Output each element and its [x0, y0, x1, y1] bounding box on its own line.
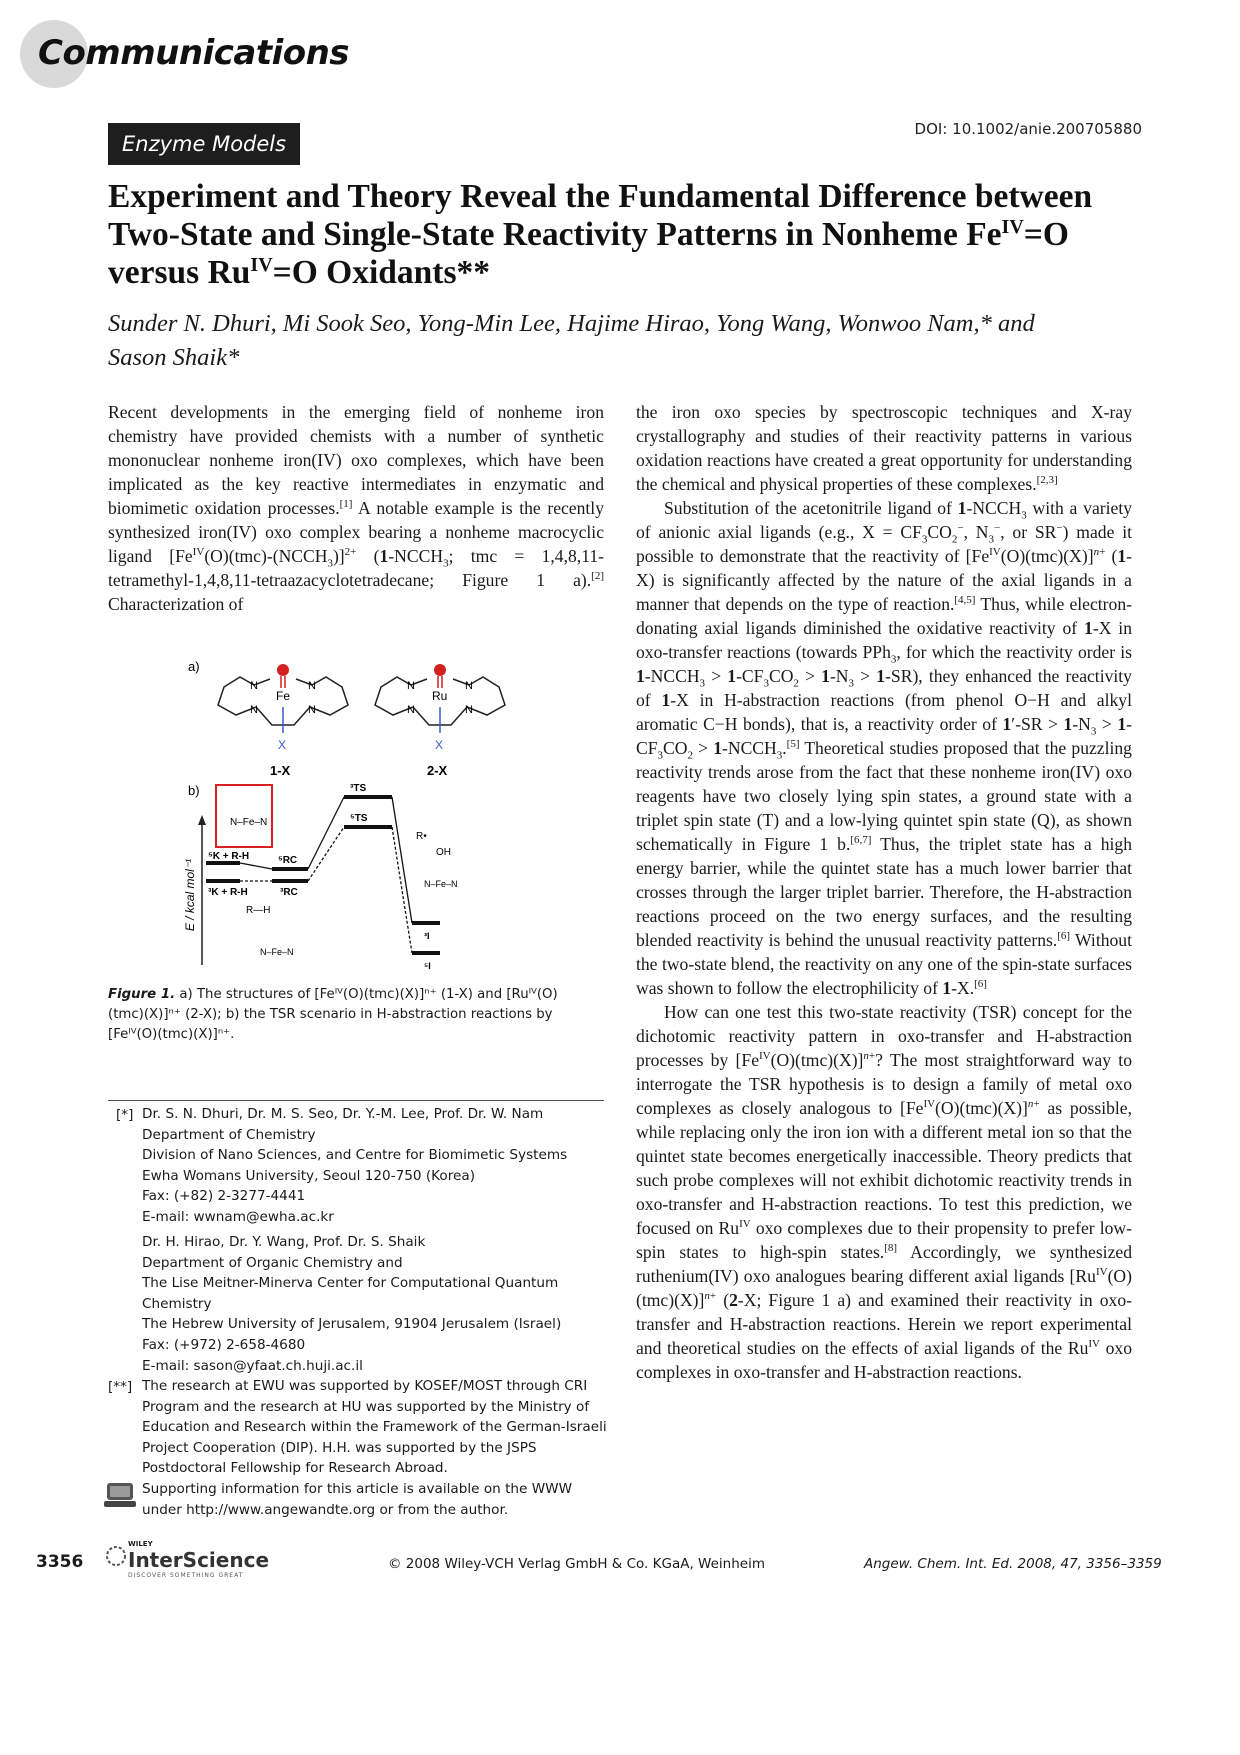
- label-2x: 2-X: [427, 763, 448, 778]
- product-structure: N–Fe–N: [424, 879, 458, 889]
- r-dot-label: R•: [416, 831, 427, 842]
- svg-text:N: N: [407, 704, 415, 716]
- supporting-info-link[interactable]: under http://www.angewandte.org or from the author.: [142, 1501, 509, 1518]
- k-quintet-label: ⁵K + R-H: [208, 851, 250, 862]
- paragraph: the iron oxo species by spectroscopic techniques and X-ray crystallography and studies of their reactivity patterns in various oxidation reactions have created a great opportunity for understanding the chemical and physical properties of these complexes.[2,3]: [636, 402, 1132, 494]
- paragraph: Substitution of the acetonitrile ligand of $1-NCCH_3$ with a variety of anionic axial ligands (e.g., $X = CF_3CO_2^-$, $N_3^-$, or SR−) made it possible to demonstrate that the reactivity of $[Fe^{IV}(O)(tmc)(X)]^{n+}$ (1-X) is significantly affected by the nature of the axial ligands in a manner that depends on the type of reaction.[4,5] Thus, while electron-donating axial ligands diminished the oxidative reactivity of 1-X in oxo-transfer reactions (towards PPh$_3$, for which the reactivity order is $1-NCCH_3 > 1-CF_3CO_2 > 1-N_3 > 1-SR$), they enhanced the reactivity of 1-X in H-abstraction reactions (from phenol O−H and alkyl aromatic C−H bonds), that is, a reactivity order of $1'-SR > 1-N_3 > 1-CF_3CO_2$ > $1-NCCH_3.[5]$ Theoretical studies proposed that the puzzling reactivity trends arose from the fact that these nonheme iron(IV) oxo reagents have two closely lying spin states, a ground state with a triplet spin state (T) and a low-lying quintet spin state (Q), as shown schematically in Figure 1 b.[6,7] Thus, the triplet state has a high energy barrier, while the quintet state has a much lower barrier that crosses through the larger triplet barrier. Therefore, the H-abstraction reactions proceed on the two energy surfaces, and the resulting blended reactivity is behind the unusual reactivity patterns.[6] Without the two-state blend, the reactivity on any one of the spin-state surfaces was shown to follow the electrophilicity of 1-X.[6]: [636, 498, 1132, 998]
- paragraph: Recent developments in the emerging field of nonheme iron chemistry have provided chemists with a number of synthetic mononuclear nonheme iron(IV) oxo complexes, which have been implicated as the key reactive intermediates in enzymatic and biomimetic oxidation processes.[1] A notable example is the recently synthesized iron(IV) oxo complex bearing a nonheme macrocyclic ligand $[Fe^{IV}(O)(tmc)-(NCCH_3)]^{2+}$ ($1-NCCH_3$; tmc = 1,4,8,11-tetramethyl-1,4,8,11-tetraazacyclotetradecane; Figure 1 a).[2] Characterization of: [108, 402, 604, 614]
- email-link[interactable]: E-mail: sason@yfaat.ch.huji.ac.il: [142, 1357, 363, 1374]
- authors: Sunder N. Dhuri, Mi Sook Seo, Yong-Min Lee, Hajime Hirao, Yong Wang, Wonwoo Nam,* and Sason Shaik*: [108, 310, 1035, 371]
- rc-structure: N–Fe–N: [260, 947, 294, 957]
- inset-structure: N–Fe–N: [230, 817, 268, 828]
- footnote-divider: [108, 1100, 604, 1101]
- right-column-text: [636, 400, 1132, 1384]
- computer-icon: [104, 1481, 136, 1509]
- oxo-atom-icon: [277, 664, 289, 676]
- affiliation-mark: [*]: [116, 1107, 134, 1123]
- fe-complex-structure: [218, 664, 348, 778]
- figure-1: [180, 655, 600, 977]
- interscience-logo-icon: [104, 1544, 128, 1568]
- section-tag: Enzyme Models: [108, 123, 300, 165]
- ts-quintet-label: ⁵TS: [350, 813, 368, 824]
- svg-text:N: N: [250, 680, 258, 692]
- rc-triplet-label: ³RC: [280, 887, 298, 898]
- panel-b-label: b): [188, 783, 200, 798]
- acknowledgement: The research at EWU was supported by KOSEF/MOST through CRI Program and the research at HU was supported by the Ministry of Education and Research within the Framework of the German-Israeli Project Cooperation (DIP). H.H. was supported by the JSPS Postdoctoral Fellowship for Research Abroad.: [142, 1378, 607, 1477]
- label-1x: 1-X: [270, 763, 291, 778]
- svg-text:N: N: [250, 704, 258, 716]
- journal-citation: Angew. Chem. Int. Ed. 2008, 47, 3356–3359: [864, 1556, 1162, 1572]
- wiley-logo-text: WILEY: [128, 1540, 153, 1548]
- axial-x-label: X: [278, 738, 287, 752]
- i-quintet-label: ⁵I: [424, 961, 431, 971]
- article-title: [108, 178, 1138, 292]
- k-triplet-label: ³K + R-H: [208, 887, 248, 898]
- i-triplet-label: ³I: [424, 931, 430, 941]
- inset-box: [216, 785, 272, 847]
- rh-label: R—H: [246, 905, 271, 916]
- svg-text:N: N: [465, 704, 473, 716]
- paragraph: How can one test this two-state reactivity (TSR) concept for the dichotomic reactivity pattern in oxo-transfer and H-abstraction processes by $[Fe^{IV}(O)(tmc)(X)]^{n+}$? The most straightforward way to interrogate the TSR hypothesis is to design a family of metal oxo complexes as closely analogous to $[Fe^{IV}(O)(tmc)(X)]^{n+}$ as possible, while replacing only the iron ion with a different metal ion so that the quintet state becomes energetically inaccessible. Theory predicts that such probe complexes will not exhibit dichotomic reactivity trends in oxo-transfer and H-abstraction reactions. To test this prediction, we focused on $Ru^{IV}$ oxo complexes due to their propensity to prefer low-spin states to high-spin states.[8] Accordingly, we synthesized ruthenium(IV) oxo analogues bearing different axial ligands $[Ru^{IV}(O)(tmc)(X)]^{n+}$ (2-X; Figure 1 a) and examined their reactivity in oxo-transfer and H-abstraction reactions. Herein we report experimental and theoretical studies on the effects of axial ligands of the $Ru^{IV}$ oxo complexes in oxo-transfer and H-abstraction reactions.: [636, 1002, 1132, 1382]
- affiliation-2: Dr. H. Hirao, Dr. Y. Wang, Prof. Dr. S. Shaik Department of Organic Chemistry and The Lise Meitner-Minerva Center for Computational Quantum Chemistry The Hebrew University of Jerusalem, 91904 Jerusalem (Israel) Fax: (+972) 2-658-4680 E-mail: sason@yfaat.ch.huji.ac.il: [142, 1232, 612, 1376]
- oxo-atom-icon: [434, 664, 446, 676]
- caption-text: a) The structures of [Feᴵⱽ(O)(tmc)(X)]ⁿ⁺ (1-X) and [Ruᴵⱽ(O)(tmc)(X)]ⁿ⁺ (2-X); b) the TSR scenario in H-abstraction reactions by [Feᴵⱽ(O)(tmc)(X)]ⁿ⁺.: [108, 987, 558, 1042]
- title-line-2: Two-State and Single-State Reactivity Patterns in Nonheme $Fe^{IV}=O$: [108, 215, 1069, 253]
- affiliation-1: Dr. S. N. Dhuri, Dr. M. S. Seo, Dr. Y.-M. Lee, Prof. Dr. W. Nam Department of Chemistry Division of Nano Sciences, and Centre for Biomimetic Systems Ewha Womans University, Seoul 120-750 (Korea) Fax: (+82) 2-3277-4441 E-mail: wwnam@ewha.ac.kr: [142, 1104, 612, 1228]
- acknowledgement-mark: [**]: [108, 1379, 133, 1395]
- y-axis-label: E / kcal mol⁻¹: [183, 858, 197, 932]
- left-column-text: [108, 400, 604, 616]
- ru-label: Ru: [432, 689, 448, 703]
- fe-label: Fe: [276, 689, 291, 703]
- ts-triplet-label: ³TS: [350, 783, 367, 794]
- email-link[interactable]: E-mail: wwnam@ewha.ac.kr: [142, 1208, 334, 1225]
- title-line-1: Experiment and Theory Reveal the Fundamental Difference between: [108, 178, 1093, 215]
- svg-text:N: N: [465, 680, 473, 692]
- ru-complex-structure: [375, 664, 505, 778]
- oh-label: OH: [436, 847, 451, 858]
- panel-a-label: a): [188, 659, 200, 674]
- logo-tagline: DISCOVER SOMETHING GREAT: [128, 1572, 244, 1579]
- svg-text:N: N: [407, 680, 415, 692]
- interscience-logo[interactable]: InterScience: [128, 1548, 270, 1572]
- page-number: 3356: [36, 1552, 84, 1572]
- section-label: Communications: [38, 33, 350, 73]
- caption-label: Figure 1.: [108, 987, 176, 1002]
- rc-quintet-label: ⁵RC: [278, 855, 298, 866]
- figure-caption: [108, 985, 592, 1045]
- svg-text:N: N: [308, 704, 316, 716]
- axial-x-label: X: [435, 738, 444, 752]
- svg-text:N: N: [308, 680, 316, 692]
- copyright: © 2008 Wiley-VCH Verlag GmbH & Co. KGaA, Weinheim: [388, 1556, 765, 1572]
- title-line-3: versus $Ru^{IV}=O$ Oxidants**: [108, 253, 490, 291]
- supporting-info: Supporting information for this article is available on the WWW under http://www.angewandte.org or from the author.: [142, 1479, 612, 1520]
- doi[interactable]: DOI: 10.1002/anie.200705880: [914, 120, 1142, 138]
